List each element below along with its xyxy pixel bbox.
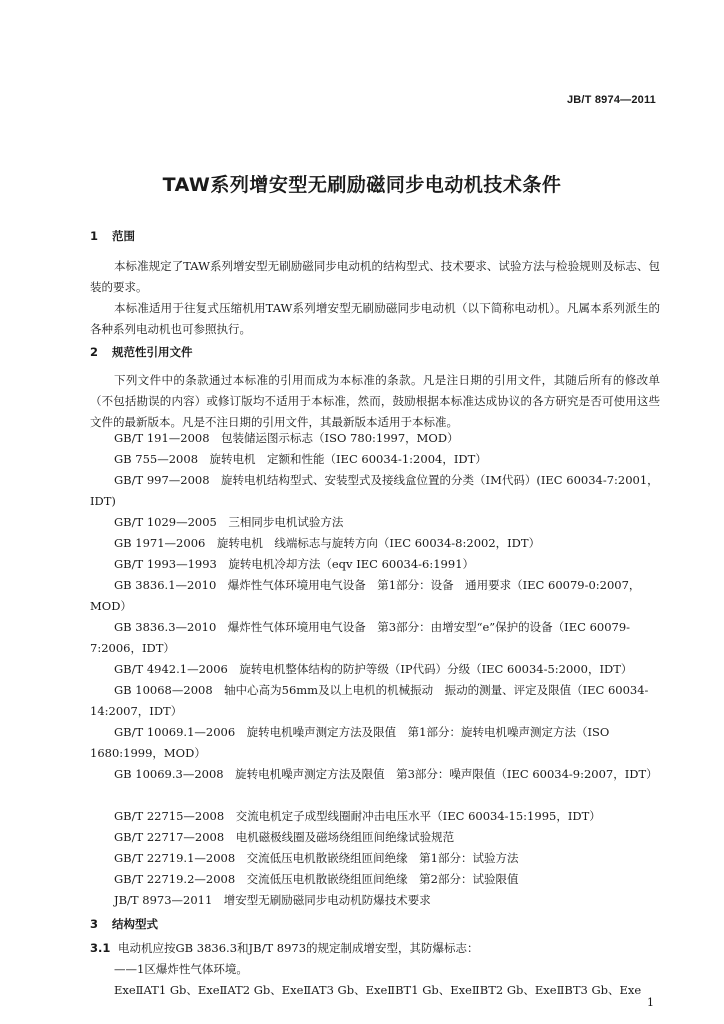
reference-item: GB 10069.3—2008 旋转电机噪声测定方法及限值 第3部分：噪声限值（IEC 60034-9:2007，IDT）: [114, 767, 658, 781]
section-number: 1: [90, 229, 99, 243]
section-1-heading: [90, 228, 135, 244]
reference-item: GB 1971—2006 旋转电机 线端标志与旋转方向（IEC 60034-8:2002，IDT）: [114, 536, 541, 550]
section-3-heading: [90, 916, 158, 932]
section-2-paragraph-1: 下列文件中的条款通过本标准的引用而成为本标准的条款。凡是注日期的引用文件，其随后所有的修改单（不包括勘误的内容）或修订版均不适用于本标准，然而，鼓励根据本标准达成协议的各方研究是否可使用这些文件的最新版本。凡是不注日期的引用文件，其最新版本适用于本标准。: [90, 373, 660, 429]
section-2-heading: [90, 344, 193, 360]
reference-item: GB/T 22719.1—2008 交流低压电机散嵌绕组匝间绝缘 第1部分：试验方法: [114, 851, 519, 865]
section-title: 结构型式: [112, 917, 158, 931]
reference-item: GB/T 191—2008 包装储运图示标志（ISO 780:1997，MOD）: [114, 431, 459, 445]
reference-item: GB/T 22719.2—2008 交流低压电机散嵌绕组匝间绝缘 第2部分：试验限值: [114, 872, 519, 886]
reference-item: GB 755—2008 旋转电机 定额和性能（IEC 60034-1:2004，IDT）: [114, 452, 487, 466]
section-1-paragraph-2: 本标准适用于往复式压缩机用TAW系列增安型无刷励磁同步电动机（以下简称电动机）。凡属本系列派生的各种系列电动机也可参照执行。: [90, 301, 660, 336]
reference-item: GB/T 4942.1—2006 旋转电机整体结构的防护等级（IP代码）分级（IEC 60034-5:2000，IDT）: [114, 662, 633, 676]
reference-item: GB/T 22717—2008 电机磁极线圈及磁场绕组匝间绝缘试验规范: [114, 830, 455, 844]
reference-item: GB/T 997—2008 旋转电机结构型式、安装型式及接线盒位置的分类（IM代码）(IEC 60034-7:2001，IDT): [90, 473, 659, 508]
reference-item: GB 3836.1—2010 爆炸性气体环境用电气设备 第1部分：设备 通用要求（IEC 60079-0:2007，MOD）: [90, 578, 641, 613]
subsection-3-1: [90, 938, 660, 959]
reference-item: JB/T 8973—2011 增安型无刷励磁同步电动机防爆技术要求: [114, 893, 431, 907]
section-title: 规范性引用文件: [112, 345, 193, 359]
section-number: 2: [90, 345, 99, 359]
document-title: TAW系列增安型无刷励磁同步电动机技术条件: [162, 174, 562, 196]
section-title: 范围: [112, 229, 135, 243]
section-1-paragraph-1: 本标准规定了TAW系列增安型无刷励磁同步电动机的结构型式、技术要求、试验方法与检验规则及标志、包装的要求。: [90, 259, 660, 294]
reference-item: GB/T 1029—2005 三相同步电机试验方法: [114, 515, 344, 529]
standard-number: JB/T 8974—2011: [566, 94, 656, 106]
reference-item: GB 10068—2008 轴中心高为56mm及以上电机的机械振动 振动的测量、评定及限值（IEC 60034-14:2007，IDT）: [90, 683, 649, 718]
dash-list-item: ——1区爆炸性气体环境。: [114, 962, 248, 976]
reference-item: GB 3836.3—2010 爆炸性气体环境用电气设备 第3部分：由增安型“e”保护的设备（IEC 60079-7:2006，IDT）: [90, 620, 631, 655]
section-number: 3: [90, 917, 99, 931]
reference-item: GB/T 10069.1—2006 旋转电机噪声测定方法及限值 第1部分：旋转电机噪声测定方法（ISO 1680:1999，MOD）: [90, 725, 610, 760]
subsection-text: 电动机应按GB 3836.3和JB/T 8973的规定制成增安型，其防爆标志：: [118, 941, 479, 955]
explosion-proof-marks: ExeⅡAT1 Gb、ExeⅡAT2 Gb、ExeⅡAT3 Gb、ExeⅡBT1 Gb、ExeⅡBT2 Gb、ExeⅡBT3 Gb、Exe: [114, 983, 642, 997]
reference-item: GB/T 22715—2008 交流电机定子成型线圈耐冲击电压水平（IEC 60034-15:1995，IDT）: [114, 809, 601, 823]
reference-item: GB/T 1993—1993 旋转电机冷却方法（eqv IEC 60034-6:1991）: [114, 557, 475, 571]
page-number: 1: [647, 996, 654, 1009]
subsection-number: 3.1: [90, 941, 111, 955]
